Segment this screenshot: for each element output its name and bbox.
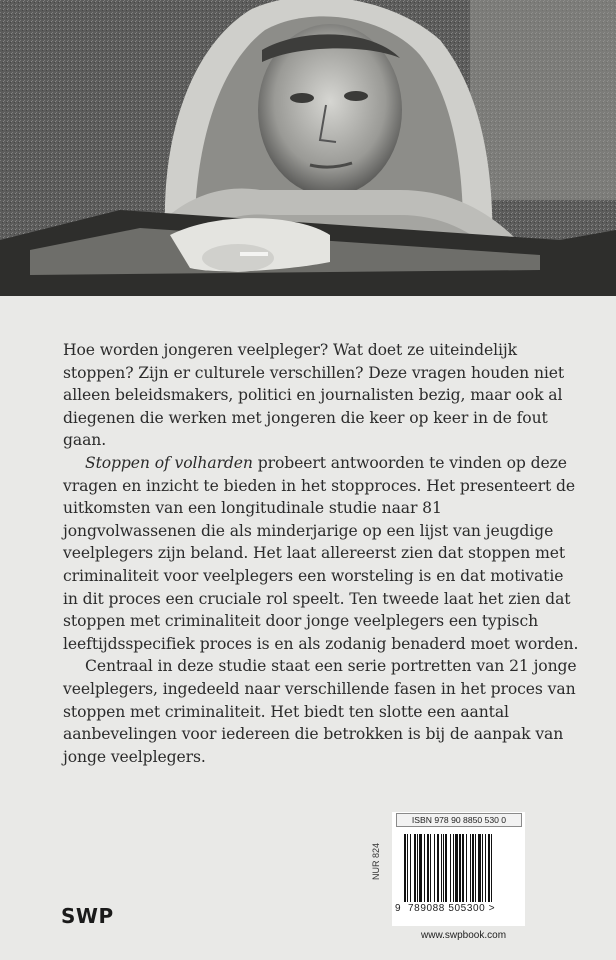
barcode-bar	[485, 834, 486, 902]
publisher-logo: SWP	[61, 904, 114, 928]
barcode-bar	[470, 834, 471, 902]
barcode-panel	[392, 812, 525, 926]
barcode-trail-mark: >	[488, 903, 496, 914]
barcode-bar	[475, 834, 476, 902]
barcode-bar	[424, 834, 425, 902]
blurb-paragraph-1: Hoe worden jongeren veelpleger? Wat doet ze uiteindelijk stoppen? Zijn er culturele verschillen? Deze vragen houden niet alleen beleidsmakers, politici en journalisten bezig, maar ook al diegenen die werken met jongeren die keer op keer in de fout gaan.	[63, 341, 565, 450]
barcode-bar	[445, 834, 447, 902]
barcode-bar	[419, 834, 422, 902]
barcode-bar	[434, 834, 435, 902]
barcode-bar	[404, 834, 406, 902]
barcode-bar	[482, 834, 483, 902]
barcode-bar	[450, 834, 451, 902]
barcode-bar	[430, 834, 431, 902]
blurb-paragraph-2	[63, 452, 579, 655]
blurb-paragraph-3: Centraal in deze studie staat een serie portretten van 21 jonge veelplegers, ingedeeld naar verschillende fasen in het proces van stoppen met criminaliteit. Het biedt ten slotte een aantal aanbevelingen voor iedereen die betrokken is bij de aanpak van jonge veelplegers.	[63, 657, 577, 766]
barcode-digits	[408, 903, 495, 914]
hooded-youth-photo-icon	[0, 0, 616, 296]
barcode-lead-digit: 9	[395, 903, 401, 914]
barcode-bar	[443, 834, 444, 902]
barcode-bar	[491, 834, 492, 902]
barcode-bar	[459, 834, 461, 902]
barcode-bar	[437, 834, 439, 902]
cover-photo	[0, 0, 616, 296]
blurb-paragraph-2-text: probeert antwoorden te vinden op deze vragen en inzicht te bieden in het stopproces. Het presenteert de uitkomsten van een longitudinale studie naar 81 jongvolwassenen die als minderjarige op een lijst van jeugdige veelplegers zijn beland. Het laat allereerst zien dat stoppen met criminaliteit voor veelplegers een worsteling is en dat motivatie in dit proces een cruciale rol speelt. Ten tweede laat het zien dat stoppen met criminaliteit door jonge veelplegers een typisch leeftijdsspecifiek proces is en als zodanig benaderd moet worden.	[63, 453, 579, 653]
barcode-bar	[455, 834, 458, 902]
barcode-bar	[488, 834, 490, 902]
barcode-bar	[414, 834, 416, 902]
barcode-bar	[427, 834, 429, 902]
website-url: www.swpbook.com	[421, 930, 507, 941]
barcode-bar	[478, 834, 481, 902]
barcode-bar	[466, 834, 467, 902]
barcode-bar	[407, 834, 408, 902]
nur-code: NUR 824	[371, 842, 381, 880]
barcode-bar	[453, 834, 454, 902]
barcode-bar	[417, 834, 418, 902]
barcode-digits-main: 789088 505300	[408, 903, 486, 914]
barcode-bar	[472, 834, 474, 902]
isbn-label: ISBN 978 90 8850 530 0	[396, 813, 522, 827]
back-cover-blurb	[63, 339, 579, 768]
barcode-icon	[404, 834, 512, 904]
barcode-bar	[462, 834, 464, 902]
book-title-italic: Stoppen of volharden	[85, 453, 253, 472]
barcode-bar	[441, 834, 442, 902]
barcode-bar	[410, 834, 411, 902]
